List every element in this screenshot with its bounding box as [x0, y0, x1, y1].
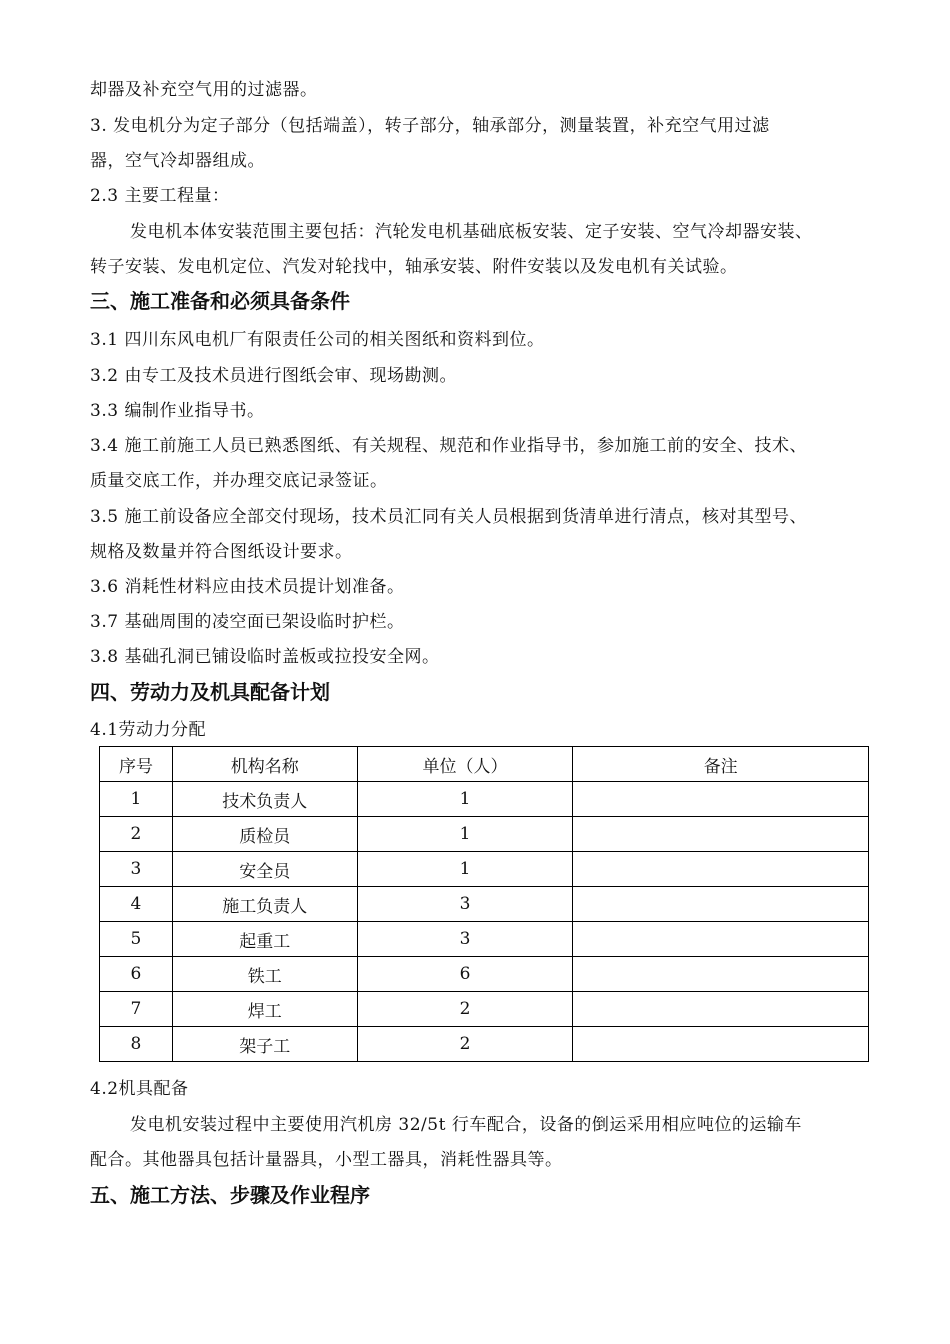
- section-heading-3: 三、施工准备和必须具备条件: [90, 289, 350, 313]
- table-cell: 5: [100, 922, 173, 957]
- table-cell: 起重工: [172, 922, 357, 957]
- table-cell: 8: [100, 1027, 173, 1062]
- table-cell: 安全员: [172, 852, 357, 887]
- section-heading-4: 四、劳动力及机具配备计划: [90, 680, 330, 704]
- list-item: 质量交底工作，并办理交底记录签证。: [90, 471, 388, 491]
- table-row: [100, 817, 869, 852]
- paragraph-line: 发电机安装过程中主要使用汽机房 32/5t 行车配合，设备的倒运采用相应吨位的运输车: [130, 1115, 802, 1135]
- subsection-heading: 4.2机具配备: [90, 1079, 189, 1099]
- list-item: 3.1 四川东风电机厂有限责任公司的相关图纸和资料到位。: [90, 330, 545, 350]
- table-cell: 2: [357, 1027, 573, 1062]
- table-cell: 3: [100, 852, 173, 887]
- paragraph-line: 发电机本体安装范围主要包括：汽轮发电机基础底板安装、定子安装、空气冷却器安装、: [130, 222, 813, 242]
- table-row: [100, 1027, 869, 1062]
- paragraph-line: 3. 发电机分为定子部分（包括端盖），转子部分，轴承部分，测量装置，补充空气用过滤: [90, 116, 770, 136]
- table-cell: 6: [100, 957, 173, 992]
- table-cell: 3: [357, 887, 573, 922]
- table-cell: 铁工: [172, 957, 357, 992]
- table-row: [100, 887, 869, 922]
- table-cell: 质检员: [172, 817, 357, 852]
- list-item: 3.3 编制作业指导书。: [90, 401, 265, 421]
- list-item: 3.4 施工前施工人员已熟悉图纸、有关规程、规范和作业指导书，参加施工前的安全、技术、: [90, 436, 807, 456]
- table-row: [100, 852, 869, 887]
- table-cell: 7: [100, 992, 173, 1027]
- table-cell: 施工负责人: [172, 887, 357, 922]
- table-cell: 6: [357, 957, 573, 992]
- column-header: 备注: [573, 747, 869, 782]
- paragraph-line: 配合。其他器具包括计量器具，小型工器具，消耗性器具等。: [90, 1150, 563, 1170]
- table-cell: 焊工: [172, 992, 357, 1027]
- table-cell: 架子工: [172, 1027, 357, 1062]
- subsection-heading: 2.3 主要工程量：: [90, 186, 230, 206]
- list-item: 3.7 基础周围的凌空面已架设临时护栏。: [90, 612, 405, 632]
- subsection-heading: 4.1劳动力分配: [90, 720, 207, 740]
- table-cell: [573, 957, 869, 992]
- column-header: 单位（人）: [357, 747, 573, 782]
- labor-table: [99, 746, 869, 1062]
- table-cell: [573, 992, 869, 1027]
- list-item: 规格及数量并符合图纸设计要求。: [90, 542, 353, 562]
- column-header: 序号: [100, 747, 173, 782]
- paragraph-line: 器，空气冷却器组成。: [90, 151, 265, 171]
- column-header: 机构名称: [172, 747, 357, 782]
- table-row: [100, 992, 869, 1027]
- table-cell: 3: [357, 922, 573, 957]
- table-cell: 1: [100, 782, 173, 817]
- table-cell: 1: [357, 817, 573, 852]
- table-cell: 1: [357, 852, 573, 887]
- table-cell: [573, 817, 869, 852]
- list-item: 3.2 由专工及技术员进行图纸会审、现场勘测。: [90, 366, 457, 386]
- table-cell: 1: [357, 782, 573, 817]
- table-cell: 2: [100, 817, 173, 852]
- table-cell: [573, 922, 869, 957]
- table-cell: [573, 887, 869, 922]
- table-cell: [573, 1027, 869, 1062]
- table-row: [100, 957, 869, 992]
- table-row: [100, 922, 869, 957]
- list-item: 3.6 消耗性材料应由技术员提计划准备。: [90, 577, 405, 597]
- paragraph-line: 却器及补充空气用的过滤器。: [90, 80, 318, 100]
- paragraph-line: 转子安装、发电机定位、汽发对轮找中，轴承安装、附件安装以及发电机有关试验。: [90, 257, 738, 277]
- table-row: [100, 782, 869, 817]
- section-heading-5: 五、施工方法、步骤及作业程序: [90, 1183, 370, 1207]
- table-cell: [573, 782, 869, 817]
- table-cell: 2: [357, 992, 573, 1027]
- table-header-row: [100, 747, 869, 782]
- table-cell: 4: [100, 887, 173, 922]
- table-cell: 技术负责人: [172, 782, 357, 817]
- table-cell: [573, 852, 869, 887]
- list-item: 3.8 基础孔洞已铺设临时盖板或拉投安全网。: [90, 647, 440, 667]
- list-item: 3.5 施工前设备应全部交付现场，技术员汇同有关人员根据到货清单进行清点，核对其型号、: [90, 507, 807, 527]
